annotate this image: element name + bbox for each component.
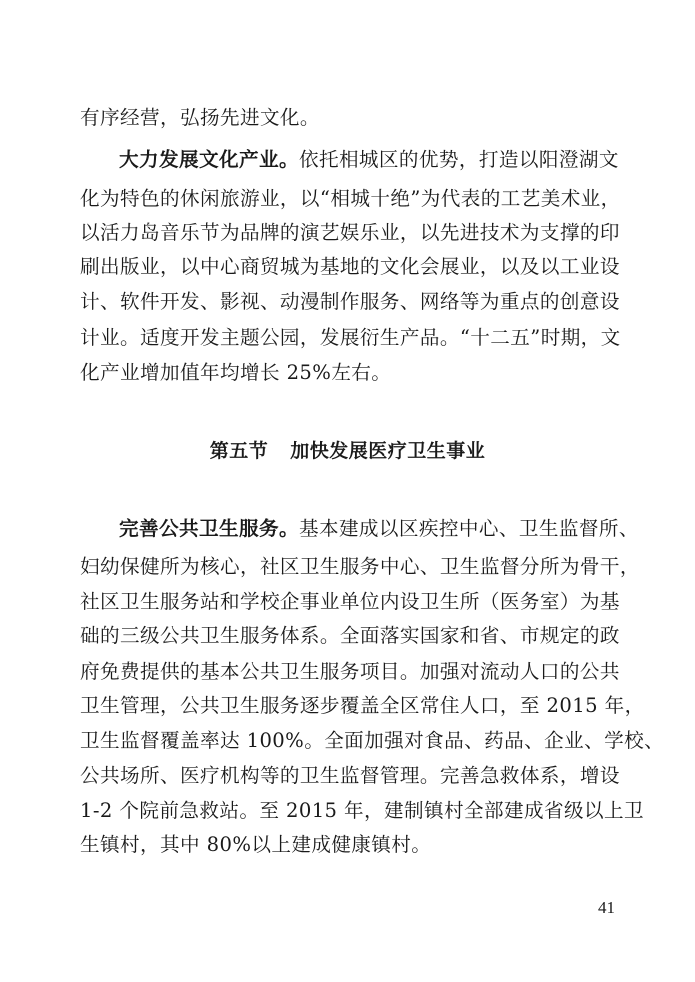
section-heading xyxy=(0,436,695,466)
section-number: 第五节 xyxy=(209,440,269,462)
culture-line: 以活力岛音乐节为品牌的演艺娱乐业，以先进技术为支撑的印 xyxy=(80,221,620,244)
health-line: 公共场所、医疗机构等的卫生监督管理。完善急救体系，增设 xyxy=(80,764,620,787)
culture-line: 化为特色的休闲旅游业，以“相城十绝”为代表的工艺美术业， xyxy=(80,187,621,210)
section-title: 加快发展医疗卫生事业 xyxy=(290,440,486,462)
health-line: 妇幼保健所为核心，社区卫生服务中心、卫生监督分所为骨干， xyxy=(80,555,640,578)
culture-line: 计业。适度开发主题公园，发展衍生产品。“十二五”时期，文 xyxy=(80,326,621,349)
intro-line: 有序经营，弘扬先进文化。 xyxy=(80,106,320,129)
culture-paragraph-first-line xyxy=(119,145,619,175)
page-number: 41 xyxy=(598,898,615,917)
health-lead-heading: 完善公共卫生服务。 xyxy=(119,517,299,540)
culture-lead-heading: 大力发展文化产业。 xyxy=(119,148,299,171)
health-line: 基本建成以区疾控中心、卫生监督所、 xyxy=(298,517,639,540)
health-line: 社区卫生服务站和学校企事业单位内设卫生所（医务室）为基 xyxy=(80,590,620,613)
culture-line: 依托相城区的优势，打造以阳澄湖文 xyxy=(298,148,619,171)
health-line: 卫生管理，公共卫生服务逐步覆盖全区常住人口，至 2015 年， xyxy=(80,694,645,717)
health-line: 1-2 个院前急救站。至 2015 年，建制镇村全部建成省级以上卫 xyxy=(80,799,644,822)
health-line: 卫生监督覆盖率达 100%。全面加强对食品、药品、企业、学校、 xyxy=(80,729,665,752)
health-line-last: 生镇村，其中 80%以上建成健康镇村。 xyxy=(80,833,432,856)
health-paragraph-first-line xyxy=(119,514,639,544)
culture-line: 刷出版业，以中心商贸城为基地的文化会展业，以及以工业设 xyxy=(80,255,620,278)
culture-line-last: 化产业增加值年均增长 25%左右。 xyxy=(80,361,392,384)
health-line: 础的三级公共卫生服务体系。全面落实国家和省、市规定的政 xyxy=(80,624,620,647)
culture-line: 计、软件开发、影视、动漫制作服务、网络等为重点的创意设 xyxy=(80,290,620,313)
health-line: 府免费提供的基本公共卫生服务项目。加强对流动人口的公共 xyxy=(80,660,620,683)
